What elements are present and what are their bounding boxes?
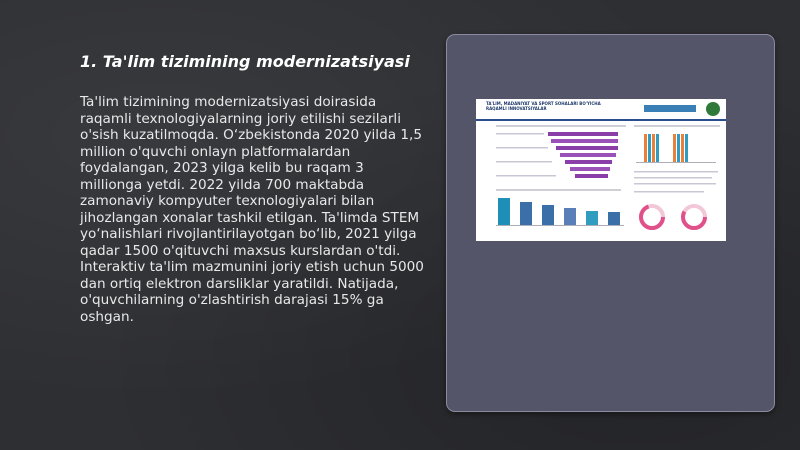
vbar	[542, 205, 554, 225]
hbar-label	[496, 133, 544, 135]
vbar	[498, 198, 510, 225]
vertical-bar-chart	[496, 189, 624, 226]
infographic-header-line2: RAQAMLI INNOVATSIYALAR	[486, 106, 547, 111]
gbar	[652, 134, 655, 162]
gbar	[648, 134, 651, 162]
donut-charts	[641, 206, 705, 228]
hbar-label-line	[496, 125, 626, 127]
hbar	[551, 139, 618, 143]
hbar	[570, 167, 610, 171]
gbar	[685, 134, 688, 162]
vbar-title-line	[496, 189, 621, 191]
gbar	[644, 134, 647, 162]
hbar-label	[496, 147, 548, 149]
vbar	[520, 202, 532, 225]
vbar	[608, 212, 620, 225]
hbar	[548, 132, 618, 136]
infographic-header-line1: TA'LIM, MADANIYAT VA SPORT SOHALARI BO'YICHA	[486, 101, 601, 106]
horizontal-bar-chart	[496, 125, 626, 178]
infographic-image	[476, 99, 726, 241]
gbar	[673, 134, 676, 162]
hbar	[565, 160, 612, 164]
hbar	[556, 146, 618, 150]
hbar	[560, 153, 616, 157]
gbar-title-line	[634, 125, 720, 127]
gbar-axis	[636, 162, 716, 163]
info-text-line	[634, 183, 716, 185]
vbar-axis	[496, 225, 624, 226]
hbar-label	[496, 175, 556, 177]
info-text-line	[634, 171, 718, 173]
infographic-graphics	[476, 99, 726, 241]
image-panel	[446, 34, 775, 412]
slide-body-text: Ta'lim tizimining modernizatsiyasi doirasida raqamli texnologiyalarning joriy etilishi sezilarli o'sish kuzatilmoqda. O‘zbekistonda 2020 yilda 1,5 million o'quvchi onlayn platformalardan foydalangan, 2023 yilga kelib bu raqam 3 millionga yetdi. 2022 yilda 700 maktabda zamonaviy kompyuter texnologiyalari bilan jihozlangan xonalar tashkil etilgan. Ta'limda STEM yo‘nalishlari rivojlantirilayotgan bo‘lib, 2021 yilga qadar 1500 o'qituvchi maxsus kurslardan o'tdi. Interaktiv ta'lim mazmunini joriy etish uchun 5000 dan ortiq elektron darsliklar yaratildi. Natijada, o'quvchilarning o'zlashtirish darajasi 15% ga oshgan.	[80, 94, 424, 325]
gbar	[656, 134, 659, 162]
hbar-label	[496, 161, 552, 163]
info-text-line	[634, 177, 712, 179]
gbar	[677, 134, 680, 162]
slide-title: 1. Ta'lim tizimining modernizatsiyasi	[80, 52, 410, 71]
info-text-block	[634, 171, 718, 193]
vbar	[586, 211, 598, 225]
gbar	[681, 134, 684, 162]
info-text-line	[634, 191, 704, 193]
grouped-bar-chart	[634, 125, 720, 163]
hbar	[575, 174, 608, 178]
vbar	[564, 208, 576, 225]
